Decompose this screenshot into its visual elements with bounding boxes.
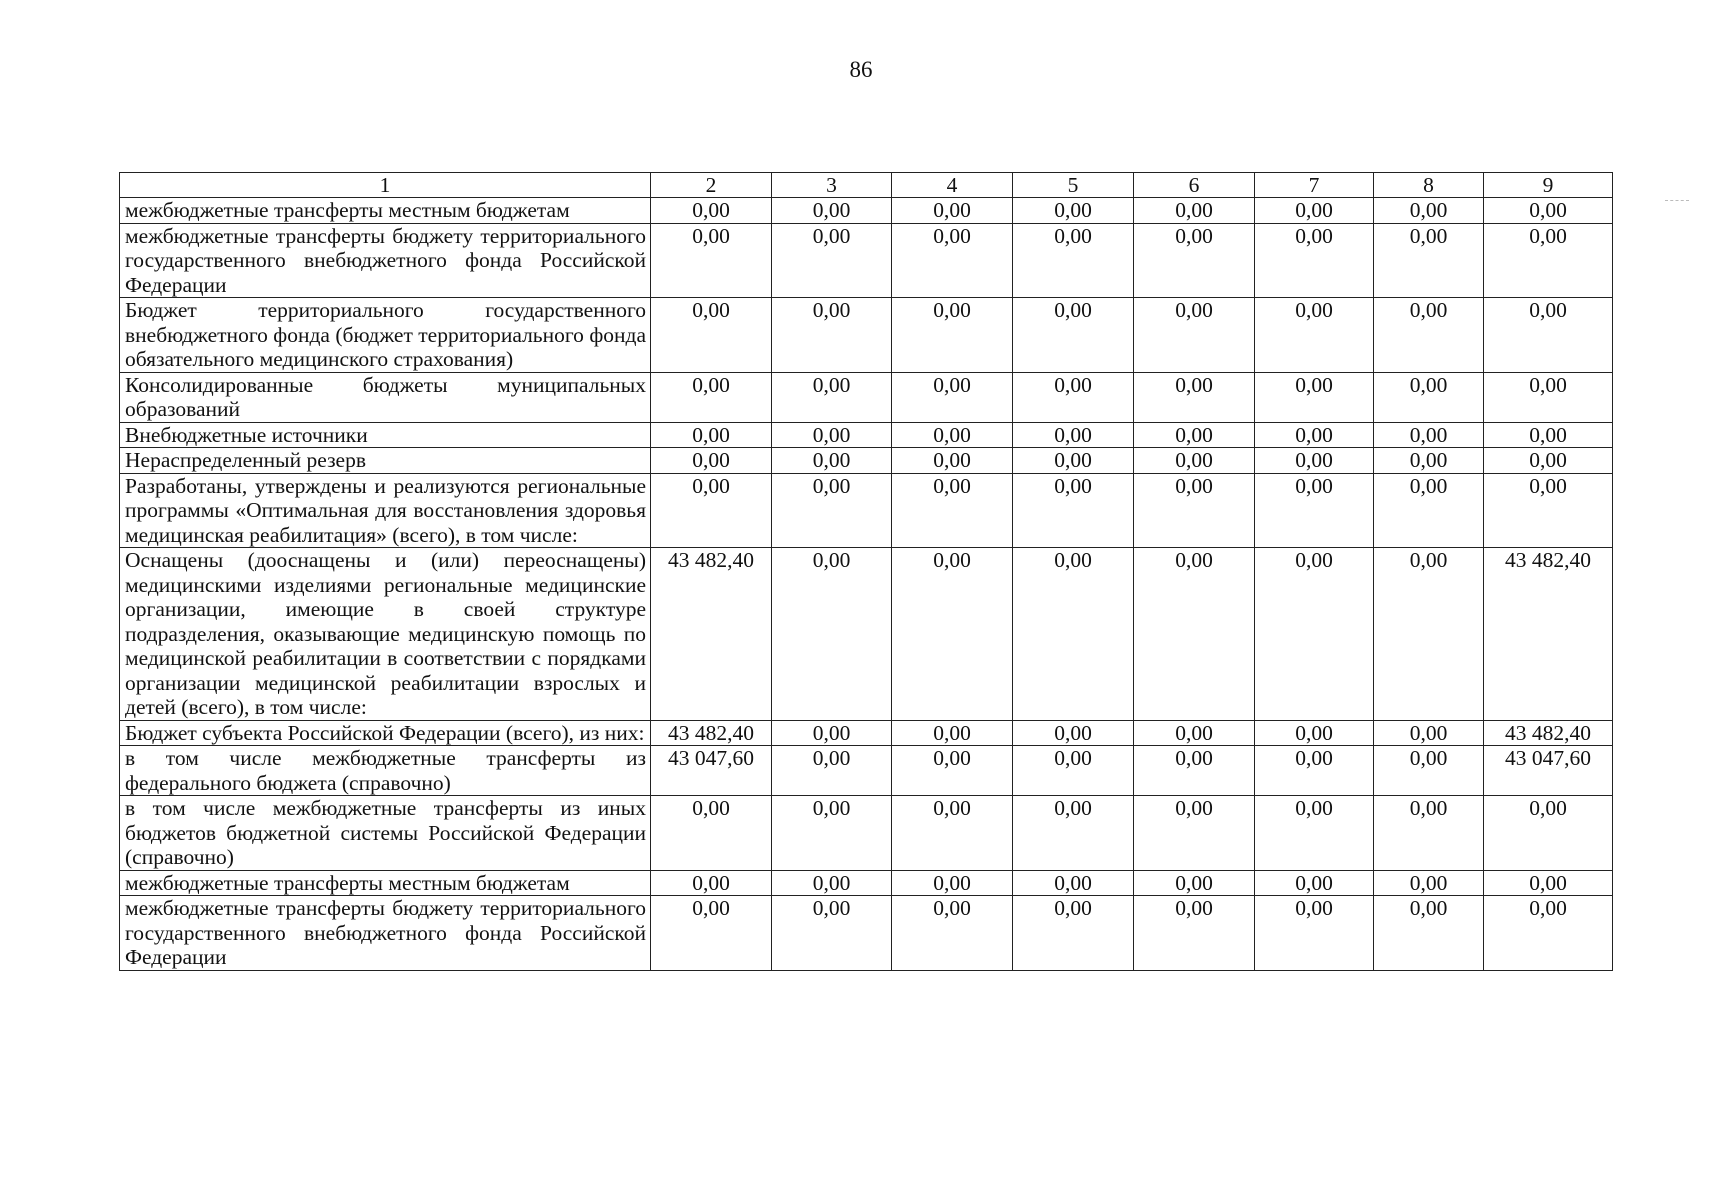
- value-cell-col-7: 0,00: [1255, 796, 1374, 871]
- value-cell-col-5: 0,00: [1013, 422, 1134, 448]
- row-label: Внебюджетные источники: [120, 422, 651, 448]
- column-header: 1: [120, 173, 651, 198]
- value-cell-col-3: 0,00: [772, 896, 892, 971]
- column-header: 6: [1134, 173, 1255, 198]
- value-cell-col-7: 0,00: [1255, 720, 1374, 746]
- value-cell-col-8: 0,00: [1374, 896, 1484, 971]
- value-cell-col-9: 0,00: [1484, 473, 1613, 548]
- column-header: 2: [651, 173, 772, 198]
- value-cell-col-6: 0,00: [1134, 548, 1255, 721]
- value-cell-col-2: 0,00: [651, 223, 772, 298]
- value-cell-col-6: 0,00: [1134, 223, 1255, 298]
- value-cell-col-3: 0,00: [772, 422, 892, 448]
- value-cell-col-9: 0,00: [1484, 796, 1613, 871]
- value-cell-col-8: 0,00: [1374, 473, 1484, 548]
- row-label: Консолидированные бюджеты муниципальных образований: [120, 372, 651, 422]
- value-cell-col-2: 0,00: [651, 298, 772, 373]
- table-row: [120, 198, 1613, 224]
- table-row: [120, 796, 1613, 871]
- value-cell-col-5: 0,00: [1013, 870, 1134, 896]
- table-row: [120, 473, 1613, 548]
- value-cell-col-9: 43 482,40: [1484, 720, 1613, 746]
- column-header: 3: [772, 173, 892, 198]
- value-cell-col-3: 0,00: [772, 870, 892, 896]
- row-label: Нераспределенный резерв: [120, 448, 651, 474]
- value-cell-col-9: 0,00: [1484, 422, 1613, 448]
- value-cell-col-5: 0,00: [1013, 198, 1134, 224]
- value-cell-col-7: 0,00: [1255, 473, 1374, 548]
- value-cell-col-7: 0,00: [1255, 198, 1374, 224]
- table-row: [120, 896, 1613, 971]
- table-row: [120, 223, 1613, 298]
- value-cell-col-4: 0,00: [892, 870, 1013, 896]
- value-cell-col-8: 0,00: [1374, 223, 1484, 298]
- value-cell-col-9: 43 482,40: [1484, 548, 1613, 721]
- value-cell-col-8: 0,00: [1374, 372, 1484, 422]
- value-cell-col-4: 0,00: [892, 548, 1013, 721]
- value-cell-col-8: 0,00: [1374, 448, 1484, 474]
- value-cell-col-4: 0,00: [892, 198, 1013, 224]
- value-cell-col-3: 0,00: [772, 746, 892, 796]
- table-row: [120, 746, 1613, 796]
- value-cell-col-6: 0,00: [1134, 298, 1255, 373]
- value-cell-col-5: 0,00: [1013, 372, 1134, 422]
- column-header: 9: [1484, 173, 1613, 198]
- value-cell-col-3: 0,00: [772, 198, 892, 224]
- value-cell-col-5: 0,00: [1013, 896, 1134, 971]
- value-cell-col-3: 0,00: [772, 473, 892, 548]
- value-cell-col-7: 0,00: [1255, 223, 1374, 298]
- table-header-row: [120, 173, 1613, 198]
- row-label: в том числе межбюджетные трансферты из иных бюджетов бюджетной системы Российской Федерации (справочно): [120, 796, 651, 871]
- value-cell-col-2: 0,00: [651, 796, 772, 871]
- value-cell-col-9: 43 047,60: [1484, 746, 1613, 796]
- value-cell-col-2: 0,00: [651, 198, 772, 224]
- value-cell-col-5: 0,00: [1013, 720, 1134, 746]
- scan-artifact-mark: [1665, 200, 1689, 203]
- value-cell-col-7: 0,00: [1255, 372, 1374, 422]
- value-cell-col-6: 0,00: [1134, 448, 1255, 474]
- value-cell-col-5: 0,00: [1013, 746, 1134, 796]
- table-body: [120, 173, 1613, 971]
- value-cell-col-5: 0,00: [1013, 548, 1134, 721]
- value-cell-col-2: 0,00: [651, 422, 772, 448]
- value-cell-col-5: 0,00: [1013, 796, 1134, 871]
- value-cell-col-4: 0,00: [892, 796, 1013, 871]
- value-cell-col-8: 0,00: [1374, 746, 1484, 796]
- value-cell-col-4: 0,00: [892, 372, 1013, 422]
- column-header: 8: [1374, 173, 1484, 198]
- row-label: в том числе межбюджетные трансферты из федерального бюджета (справочно): [120, 746, 651, 796]
- value-cell-col-3: 0,00: [772, 720, 892, 746]
- value-cell-col-3: 0,00: [772, 372, 892, 422]
- budget-table: [119, 172, 1613, 971]
- value-cell-col-3: 0,00: [772, 298, 892, 373]
- value-cell-col-4: 0,00: [892, 422, 1013, 448]
- value-cell-col-4: 0,00: [892, 223, 1013, 298]
- value-cell-col-7: 0,00: [1255, 422, 1374, 448]
- value-cell-col-8: 0,00: [1374, 720, 1484, 746]
- value-cell-col-8: 0,00: [1374, 796, 1484, 871]
- table-row: [120, 422, 1613, 448]
- column-header: 7: [1255, 173, 1374, 198]
- value-cell-col-8: 0,00: [1374, 548, 1484, 721]
- table-row: [120, 298, 1613, 373]
- column-header: 5: [1013, 173, 1134, 198]
- row-label: Разработаны, утверждены и реализуются региональные программы «Оптимальная для восстановления здоровья медицинская реабилитация» (всего), в том числе:: [120, 473, 651, 548]
- value-cell-col-8: 0,00: [1374, 870, 1484, 896]
- value-cell-col-7: 0,00: [1255, 298, 1374, 373]
- value-cell-col-7: 0,00: [1255, 870, 1374, 896]
- table-row: [120, 372, 1613, 422]
- value-cell-col-5: 0,00: [1013, 448, 1134, 474]
- value-cell-col-6: 0,00: [1134, 796, 1255, 871]
- row-label: Оснащены (дооснащены и (или) переоснащены) медицинскими изделиями региональные медицинские организации, имеющие в своей структуре подразделения, оказывающие медицинскую помощь по медицинской реабилитации в соответствии с порядками организации медицинской реабилитации взрослых и детей (всего), в том числе:: [120, 548, 651, 721]
- value-cell-col-7: 0,00: [1255, 548, 1374, 721]
- value-cell-col-2: 43 047,60: [651, 746, 772, 796]
- value-cell-col-8: 0,00: [1374, 198, 1484, 224]
- value-cell-col-6: 0,00: [1134, 896, 1255, 971]
- column-header: 4: [892, 173, 1013, 198]
- value-cell-col-9: 0,00: [1484, 870, 1613, 896]
- value-cell-col-2: 0,00: [651, 870, 772, 896]
- value-cell-col-6: 0,00: [1134, 372, 1255, 422]
- value-cell-col-4: 0,00: [892, 746, 1013, 796]
- value-cell-col-8: 0,00: [1374, 298, 1484, 373]
- value-cell-col-6: 0,00: [1134, 746, 1255, 796]
- page-number: 86: [849, 57, 873, 82]
- value-cell-col-2: 43 482,40: [651, 720, 772, 746]
- value-cell-col-8: 0,00: [1374, 422, 1484, 448]
- value-cell-col-2: 0,00: [651, 372, 772, 422]
- value-cell-col-2: 0,00: [651, 448, 772, 474]
- value-cell-col-2: 0,00: [651, 473, 772, 548]
- value-cell-col-4: 0,00: [892, 896, 1013, 971]
- value-cell-col-9: 0,00: [1484, 223, 1613, 298]
- value-cell-col-3: 0,00: [772, 548, 892, 721]
- value-cell-col-7: 0,00: [1255, 896, 1374, 971]
- row-label: Бюджет субъекта Российской Федерации (всего), из них:: [120, 720, 651, 746]
- value-cell-col-5: 0,00: [1013, 298, 1134, 373]
- value-cell-col-4: 0,00: [892, 448, 1013, 474]
- value-cell-col-9: 0,00: [1484, 372, 1613, 422]
- value-cell-col-3: 0,00: [772, 448, 892, 474]
- value-cell-col-6: 0,00: [1134, 720, 1255, 746]
- value-cell-col-4: 0,00: [892, 298, 1013, 373]
- table-row: [120, 720, 1613, 746]
- value-cell-col-4: 0,00: [892, 473, 1013, 548]
- value-cell-col-3: 0,00: [772, 796, 892, 871]
- value-cell-col-9: 0,00: [1484, 448, 1613, 474]
- value-cell-col-6: 0,00: [1134, 422, 1255, 448]
- value-cell-col-7: 0,00: [1255, 448, 1374, 474]
- value-cell-col-4: 0,00: [892, 720, 1013, 746]
- value-cell-col-5: 0,00: [1013, 223, 1134, 298]
- value-cell-col-5: 0,00: [1013, 473, 1134, 548]
- value-cell-col-2: 0,00: [651, 896, 772, 971]
- value-cell-col-6: 0,00: [1134, 473, 1255, 548]
- table-row: [120, 548, 1613, 721]
- value-cell-col-7: 0,00: [1255, 746, 1374, 796]
- row-label: межбюджетные трансферты местным бюджетам: [120, 870, 651, 896]
- row-label: межбюджетные трансферты местным бюджетам: [120, 198, 651, 224]
- table-row: [120, 448, 1613, 474]
- value-cell-col-2: 43 482,40: [651, 548, 772, 721]
- value-cell-col-9: 0,00: [1484, 198, 1613, 224]
- row-label: межбюджетные трансферты бюджету территориального государственного внебюджетного фонда Российской Федерации: [120, 896, 651, 971]
- row-label: межбюджетные трансферты бюджету территориального государственного внебюджетного фонда Российской Федерации: [120, 223, 651, 298]
- table-row: [120, 870, 1613, 896]
- value-cell-col-3: 0,00: [772, 223, 892, 298]
- value-cell-col-9: 0,00: [1484, 896, 1613, 971]
- value-cell-col-9: 0,00: [1484, 298, 1613, 373]
- row-label: Бюджет территориального государственного внебюджетного фонда (бюджет территориального фонда обязательного медицинского страхования): [120, 298, 651, 373]
- value-cell-col-6: 0,00: [1134, 198, 1255, 224]
- value-cell-col-6: 0,00: [1134, 870, 1255, 896]
